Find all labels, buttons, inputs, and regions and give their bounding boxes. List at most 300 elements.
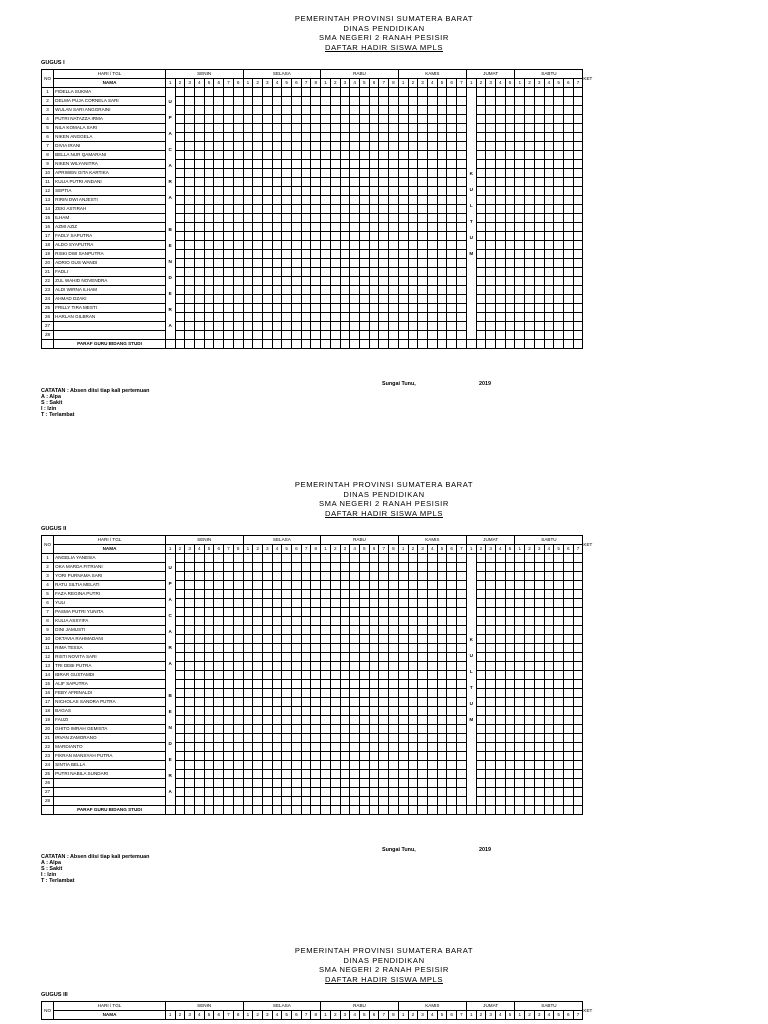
- attendance-cell[interactable]: [495, 313, 505, 322]
- attendance-cell[interactable]: [437, 617, 447, 626]
- attendance-cell[interactable]: [282, 133, 292, 142]
- attendance-cell[interactable]: [224, 241, 234, 250]
- attendance-cell[interactable]: [437, 698, 447, 707]
- attendance-cell[interactable]: [573, 241, 583, 250]
- attendance-cell[interactable]: [457, 725, 467, 734]
- attendance-cell[interactable]: [262, 124, 272, 133]
- attendance-cell[interactable]: [224, 572, 234, 581]
- attendance-cell[interactable]: [437, 277, 447, 286]
- attendance-cell[interactable]: [194, 608, 204, 617]
- attendance-cell[interactable]: [272, 187, 282, 196]
- attendance-cell[interactable]: [175, 331, 185, 340]
- attendance-cell[interactable]: [233, 205, 243, 214]
- attendance-cell[interactable]: [262, 295, 272, 304]
- attendance-cell[interactable]: [214, 671, 224, 680]
- attendance-cell[interactable]: [437, 554, 447, 563]
- paraf-cell[interactable]: [408, 340, 418, 349]
- attendance-cell[interactable]: [437, 680, 447, 689]
- attendance-cell[interactable]: [330, 151, 340, 160]
- attendance-cell[interactable]: [243, 160, 253, 169]
- attendance-cell[interactable]: [515, 160, 525, 169]
- attendance-cell[interactable]: [359, 97, 369, 106]
- attendance-cell[interactable]: [398, 106, 408, 115]
- attendance-cell[interactable]: [418, 241, 428, 250]
- attendance-cell[interactable]: [437, 761, 447, 770]
- attendance-cell[interactable]: [573, 277, 583, 286]
- attendance-cell[interactable]: [282, 599, 292, 608]
- attendance-cell[interactable]: [243, 97, 253, 106]
- attendance-cell[interactable]: [495, 779, 505, 788]
- attendance-cell[interactable]: [505, 563, 515, 572]
- attendance-cell[interactable]: [418, 88, 428, 97]
- attendance-cell[interactable]: [194, 635, 204, 644]
- attendance-cell[interactable]: [204, 797, 214, 806]
- attendance-cell[interactable]: [272, 788, 282, 797]
- attendance-cell[interactable]: [418, 707, 428, 716]
- attendance-cell[interactable]: [194, 106, 204, 115]
- attendance-cell[interactable]: [243, 196, 253, 205]
- attendance-cell[interactable]: [408, 214, 418, 223]
- attendance-cell[interactable]: [253, 689, 263, 698]
- attendance-cell[interactable]: [321, 797, 331, 806]
- attendance-cell[interactable]: [486, 88, 496, 97]
- attendance-cell[interactable]: [408, 581, 418, 590]
- attendance-cell[interactable]: [175, 160, 185, 169]
- attendance-cell[interactable]: [194, 277, 204, 286]
- attendance-cell[interactable]: [573, 259, 583, 268]
- attendance-cell[interactable]: [292, 563, 302, 572]
- paraf-cell[interactable]: [194, 806, 204, 815]
- attendance-cell[interactable]: [573, 689, 583, 698]
- attendance-cell[interactable]: [350, 187, 360, 196]
- attendance-cell[interactable]: [359, 797, 369, 806]
- attendance-cell[interactable]: [563, 259, 573, 268]
- attendance-cell[interactable]: [495, 169, 505, 178]
- attendance-cell[interactable]: [554, 716, 564, 725]
- attendance-cell[interactable]: [515, 205, 525, 214]
- attendance-cell[interactable]: [185, 205, 195, 214]
- attendance-cell[interactable]: [301, 797, 311, 806]
- attendance-cell[interactable]: [437, 187, 447, 196]
- attendance-cell[interactable]: [214, 797, 224, 806]
- attendance-cell[interactable]: [224, 250, 234, 259]
- attendance-cell[interactable]: [185, 617, 195, 626]
- attendance-cell[interactable]: [282, 223, 292, 232]
- paraf-cell[interactable]: [457, 806, 467, 815]
- attendance-cell[interactable]: [301, 205, 311, 214]
- attendance-cell[interactable]: [427, 223, 437, 232]
- attendance-cell[interactable]: [437, 779, 447, 788]
- attendance-cell[interactable]: [194, 590, 204, 599]
- attendance-cell[interactable]: [311, 214, 321, 223]
- attendance-cell[interactable]: [534, 671, 544, 680]
- attendance-cell[interactable]: [427, 626, 437, 635]
- attendance-cell[interactable]: [525, 671, 535, 680]
- attendance-cell[interactable]: [330, 196, 340, 205]
- attendance-cell[interactable]: [185, 250, 195, 259]
- paraf-cell[interactable]: [505, 340, 515, 349]
- attendance-cell[interactable]: [262, 169, 272, 178]
- attendance-cell[interactable]: [486, 626, 496, 635]
- attendance-cell[interactable]: [495, 232, 505, 241]
- attendance-cell[interactable]: [311, 797, 321, 806]
- attendance-cell[interactable]: [282, 662, 292, 671]
- attendance-cell[interactable]: [311, 223, 321, 232]
- attendance-cell[interactable]: [389, 599, 399, 608]
- attendance-cell[interactable]: [262, 770, 272, 779]
- attendance-cell[interactable]: [292, 608, 302, 617]
- attendance-cell[interactable]: [194, 322, 204, 331]
- attendance-cell[interactable]: [253, 151, 263, 160]
- attendance-cell[interactable]: [389, 295, 399, 304]
- attendance-cell[interactable]: [525, 590, 535, 599]
- paraf-cell[interactable]: [194, 340, 204, 349]
- attendance-cell[interactable]: [292, 734, 302, 743]
- attendance-cell[interactable]: [253, 286, 263, 295]
- attendance-cell[interactable]: [311, 572, 321, 581]
- attendance-cell[interactable]: [272, 331, 282, 340]
- attendance-cell[interactable]: [437, 689, 447, 698]
- attendance-cell[interactable]: [224, 178, 234, 187]
- attendance-cell[interactable]: [379, 725, 389, 734]
- attendance-cell[interactable]: [292, 698, 302, 707]
- attendance-cell[interactable]: [243, 88, 253, 97]
- attendance-cell[interactable]: [214, 295, 224, 304]
- attendance-cell[interactable]: [447, 680, 457, 689]
- attendance-cell[interactable]: [262, 313, 272, 322]
- attendance-cell[interactable]: [282, 88, 292, 97]
- attendance-cell[interactable]: [311, 304, 321, 313]
- attendance-cell[interactable]: [214, 88, 224, 97]
- paraf-cell[interactable]: [418, 806, 428, 815]
- attendance-cell[interactable]: [544, 788, 554, 797]
- attendance-cell[interactable]: [243, 223, 253, 232]
- attendance-cell[interactable]: [457, 599, 467, 608]
- attendance-cell[interactable]: [340, 653, 350, 662]
- attendance-cell[interactable]: [253, 608, 263, 617]
- paraf-cell[interactable]: [544, 340, 554, 349]
- attendance-cell[interactable]: [534, 223, 544, 232]
- attendance-cell[interactable]: [262, 635, 272, 644]
- attendance-cell[interactable]: [476, 304, 486, 313]
- attendance-cell[interactable]: [418, 313, 428, 322]
- attendance-cell[interactable]: [350, 635, 360, 644]
- attendance-cell[interactable]: [398, 797, 408, 806]
- attendance-cell[interactable]: [233, 788, 243, 797]
- attendance-cell[interactable]: [292, 331, 302, 340]
- attendance-cell[interactable]: [175, 626, 185, 635]
- attendance-cell[interactable]: [340, 169, 350, 178]
- attendance-cell[interactable]: [573, 680, 583, 689]
- attendance-cell[interactable]: [262, 304, 272, 313]
- attendance-cell[interactable]: [292, 259, 302, 268]
- attendance-cell[interactable]: [350, 142, 360, 151]
- attendance-cell[interactable]: [253, 644, 263, 653]
- student-name[interactable]: KULIA PUTRI ANDANI: [54, 178, 166, 187]
- attendance-cell[interactable]: [476, 635, 486, 644]
- attendance-cell[interactable]: [194, 689, 204, 698]
- attendance-cell[interactable]: [369, 160, 379, 169]
- attendance-cell[interactable]: [408, 205, 418, 214]
- student-name[interactable]: FADLY SAPUTRA: [54, 232, 166, 241]
- attendance-cell[interactable]: [515, 232, 525, 241]
- student-name[interactable]: ALDO SYAPUTRA: [54, 241, 166, 250]
- attendance-cell[interactable]: [418, 617, 428, 626]
- attendance-cell[interactable]: [253, 752, 263, 761]
- attendance-cell[interactable]: [554, 124, 564, 133]
- attendance-cell[interactable]: [262, 653, 272, 662]
- attendance-cell[interactable]: [505, 635, 515, 644]
- attendance-cell[interactable]: [243, 689, 253, 698]
- attendance-cell[interactable]: [214, 563, 224, 572]
- attendance-cell[interactable]: [505, 313, 515, 322]
- attendance-cell[interactable]: [554, 572, 564, 581]
- attendance-cell[interactable]: [253, 322, 263, 331]
- attendance-cell[interactable]: [282, 178, 292, 187]
- attendance-cell[interactable]: [408, 572, 418, 581]
- attendance-cell[interactable]: [427, 671, 437, 680]
- attendance-cell[interactable]: [573, 608, 583, 617]
- attendance-cell[interactable]: [321, 223, 331, 232]
- attendance-cell[interactable]: [350, 797, 360, 806]
- attendance-cell[interactable]: [408, 770, 418, 779]
- attendance-cell[interactable]: [505, 770, 515, 779]
- attendance-cell[interactable]: [311, 259, 321, 268]
- attendance-cell[interactable]: [204, 178, 214, 187]
- attendance-cell[interactable]: [427, 590, 437, 599]
- attendance-cell[interactable]: [457, 563, 467, 572]
- paraf-cell[interactable]: [224, 340, 234, 349]
- attendance-cell[interactable]: [544, 331, 554, 340]
- attendance-cell[interactable]: [544, 779, 554, 788]
- attendance-cell[interactable]: [214, 205, 224, 214]
- attendance-cell[interactable]: [233, 187, 243, 196]
- attendance-cell[interactable]: [204, 133, 214, 142]
- attendance-cell[interactable]: [292, 124, 302, 133]
- attendance-cell[interactable]: [544, 653, 554, 662]
- attendance-cell[interactable]: [457, 617, 467, 626]
- attendance-cell[interactable]: [389, 232, 399, 241]
- attendance-cell[interactable]: [495, 761, 505, 770]
- attendance-cell[interactable]: [253, 662, 263, 671]
- attendance-cell[interactable]: [301, 671, 311, 680]
- attendance-cell[interactable]: [359, 599, 369, 608]
- attendance-cell[interactable]: [486, 725, 496, 734]
- attendance-cell[interactable]: [437, 653, 447, 662]
- attendance-cell[interactable]: [350, 743, 360, 752]
- attendance-cell[interactable]: [243, 277, 253, 286]
- paraf-cell[interactable]: [233, 806, 243, 815]
- attendance-cell[interactable]: [486, 214, 496, 223]
- attendance-cell[interactable]: [301, 554, 311, 563]
- attendance-cell[interactable]: [389, 617, 399, 626]
- attendance-cell[interactable]: [486, 599, 496, 608]
- attendance-cell[interactable]: [544, 680, 554, 689]
- attendance-cell[interactable]: [379, 124, 389, 133]
- attendance-cell[interactable]: [408, 187, 418, 196]
- student-name[interactable]: BELLA NUR QAMARANI: [54, 151, 166, 160]
- attendance-cell[interactable]: [427, 160, 437, 169]
- attendance-cell[interactable]: [262, 680, 272, 689]
- attendance-cell[interactable]: [457, 232, 467, 241]
- attendance-cell[interactable]: [185, 277, 195, 286]
- attendance-cell[interactable]: [185, 160, 195, 169]
- attendance-cell[interactable]: [253, 268, 263, 277]
- attendance-cell[interactable]: [311, 716, 321, 725]
- attendance-cell[interactable]: [194, 725, 204, 734]
- attendance-cell[interactable]: [282, 241, 292, 250]
- attendance-cell[interactable]: [340, 88, 350, 97]
- attendance-cell[interactable]: [476, 653, 486, 662]
- attendance-cell[interactable]: [495, 214, 505, 223]
- attendance-cell[interactable]: [554, 196, 564, 205]
- attendance-cell[interactable]: [194, 115, 204, 124]
- attendance-cell[interactable]: [573, 590, 583, 599]
- attendance-cell[interactable]: [408, 313, 418, 322]
- attendance-cell[interactable]: [505, 734, 515, 743]
- attendance-cell[interactable]: [437, 572, 447, 581]
- attendance-cell[interactable]: [224, 590, 234, 599]
- attendance-cell[interactable]: [272, 707, 282, 716]
- attendance-cell[interactable]: [233, 734, 243, 743]
- attendance-cell[interactable]: [301, 572, 311, 581]
- attendance-cell[interactable]: [505, 295, 515, 304]
- attendance-cell[interactable]: [573, 554, 583, 563]
- attendance-cell[interactable]: [447, 626, 457, 635]
- attendance-cell[interactable]: [175, 259, 185, 268]
- attendance-cell[interactable]: [418, 734, 428, 743]
- attendance-cell[interactable]: [253, 331, 263, 340]
- attendance-cell[interactable]: [224, 187, 234, 196]
- attendance-cell[interactable]: [544, 88, 554, 97]
- attendance-cell[interactable]: [525, 142, 535, 151]
- student-name[interactable]: FRILLY TIRA MESTI: [54, 304, 166, 313]
- attendance-cell[interactable]: [505, 331, 515, 340]
- student-name[interactable]: DELMA PUJA CORNELA SARI: [54, 97, 166, 106]
- attendance-cell[interactable]: [330, 752, 340, 761]
- student-name[interactable]: FIDELLA SUKMA: [54, 88, 166, 97]
- attendance-cell[interactable]: [292, 286, 302, 295]
- attendance-cell[interactable]: [262, 106, 272, 115]
- attendance-cell[interactable]: [554, 581, 564, 590]
- attendance-cell[interactable]: [292, 779, 302, 788]
- attendance-cell[interactable]: [573, 214, 583, 223]
- attendance-cell[interactable]: [437, 331, 447, 340]
- attendance-cell[interactable]: [437, 707, 447, 716]
- attendance-cell[interactable]: [505, 106, 515, 115]
- attendance-cell[interactable]: [185, 133, 195, 142]
- attendance-cell[interactable]: [262, 160, 272, 169]
- attendance-cell[interactable]: [505, 707, 515, 716]
- attendance-cell[interactable]: [369, 295, 379, 304]
- attendance-cell[interactable]: [447, 223, 457, 232]
- attendance-cell[interactable]: [486, 563, 496, 572]
- attendance-cell[interactable]: [214, 788, 224, 797]
- attendance-cell[interactable]: [311, 205, 321, 214]
- attendance-cell[interactable]: [408, 241, 418, 250]
- attendance-cell[interactable]: [573, 644, 583, 653]
- attendance-cell[interactable]: [292, 770, 302, 779]
- student-name[interactable]: PUTRI NATAZZA IRMA: [54, 115, 166, 124]
- attendance-cell[interactable]: [379, 196, 389, 205]
- attendance-cell[interactable]: [515, 725, 525, 734]
- paraf-cell[interactable]: [534, 340, 544, 349]
- attendance-cell[interactable]: [359, 653, 369, 662]
- attendance-cell[interactable]: [224, 268, 234, 277]
- attendance-cell[interactable]: [350, 106, 360, 115]
- attendance-cell[interactable]: [311, 196, 321, 205]
- attendance-cell[interactable]: [389, 725, 399, 734]
- attendance-cell[interactable]: [515, 142, 525, 151]
- attendance-cell[interactable]: [194, 196, 204, 205]
- attendance-cell[interactable]: [369, 725, 379, 734]
- attendance-cell[interactable]: [495, 124, 505, 133]
- attendance-cell[interactable]: [379, 250, 389, 259]
- attendance-cell[interactable]: [554, 295, 564, 304]
- attendance-cell[interactable]: [194, 286, 204, 295]
- attendance-cell[interactable]: [233, 214, 243, 223]
- attendance-cell[interactable]: [525, 232, 535, 241]
- attendance-cell[interactable]: [282, 322, 292, 331]
- attendance-cell[interactable]: [418, 572, 428, 581]
- attendance-cell[interactable]: [369, 115, 379, 124]
- attendance-cell[interactable]: [505, 653, 515, 662]
- attendance-cell[interactable]: [515, 106, 525, 115]
- attendance-cell[interactable]: [262, 743, 272, 752]
- attendance-cell[interactable]: [437, 259, 447, 268]
- attendance-cell[interactable]: [311, 322, 321, 331]
- attendance-cell[interactable]: [476, 788, 486, 797]
- attendance-cell[interactable]: [418, 716, 428, 725]
- attendance-cell[interactable]: [427, 169, 437, 178]
- attendance-cell[interactable]: [408, 680, 418, 689]
- attendance-cell[interactable]: [525, 635, 535, 644]
- attendance-cell[interactable]: [534, 214, 544, 223]
- attendance-cell[interactable]: [476, 608, 486, 617]
- attendance-cell[interactable]: [340, 680, 350, 689]
- attendance-cell[interactable]: [476, 115, 486, 124]
- attendance-cell[interactable]: [359, 151, 369, 160]
- attendance-cell[interactable]: [447, 743, 457, 752]
- attendance-cell[interactable]: [243, 797, 253, 806]
- attendance-cell[interactable]: [369, 707, 379, 716]
- attendance-cell[interactable]: [544, 599, 554, 608]
- attendance-cell[interactable]: [418, 250, 428, 259]
- attendance-cell[interactable]: [359, 572, 369, 581]
- attendance-cell[interactable]: [253, 124, 263, 133]
- attendance-cell[interactable]: [398, 788, 408, 797]
- attendance-cell[interactable]: [486, 761, 496, 770]
- attendance-cell[interactable]: [563, 608, 573, 617]
- attendance-cell[interactable]: [262, 779, 272, 788]
- attendance-cell[interactable]: [185, 725, 195, 734]
- attendance-cell[interactable]: [447, 295, 457, 304]
- attendance-cell[interactable]: [427, 599, 437, 608]
- attendance-cell[interactable]: [243, 752, 253, 761]
- attendance-cell[interactable]: [389, 653, 399, 662]
- paraf-cell[interactable]: [427, 806, 437, 815]
- attendance-cell[interactable]: [175, 689, 185, 698]
- attendance-cell[interactable]: [486, 160, 496, 169]
- student-name[interactable]: FADLI: [54, 268, 166, 277]
- attendance-cell[interactable]: [534, 689, 544, 698]
- attendance-cell[interactable]: [204, 88, 214, 97]
- attendance-cell[interactable]: [554, 106, 564, 115]
- attendance-cell[interactable]: [233, 761, 243, 770]
- paraf-cell[interactable]: [262, 806, 272, 815]
- attendance-cell[interactable]: [486, 617, 496, 626]
- attendance-cell[interactable]: [544, 268, 554, 277]
